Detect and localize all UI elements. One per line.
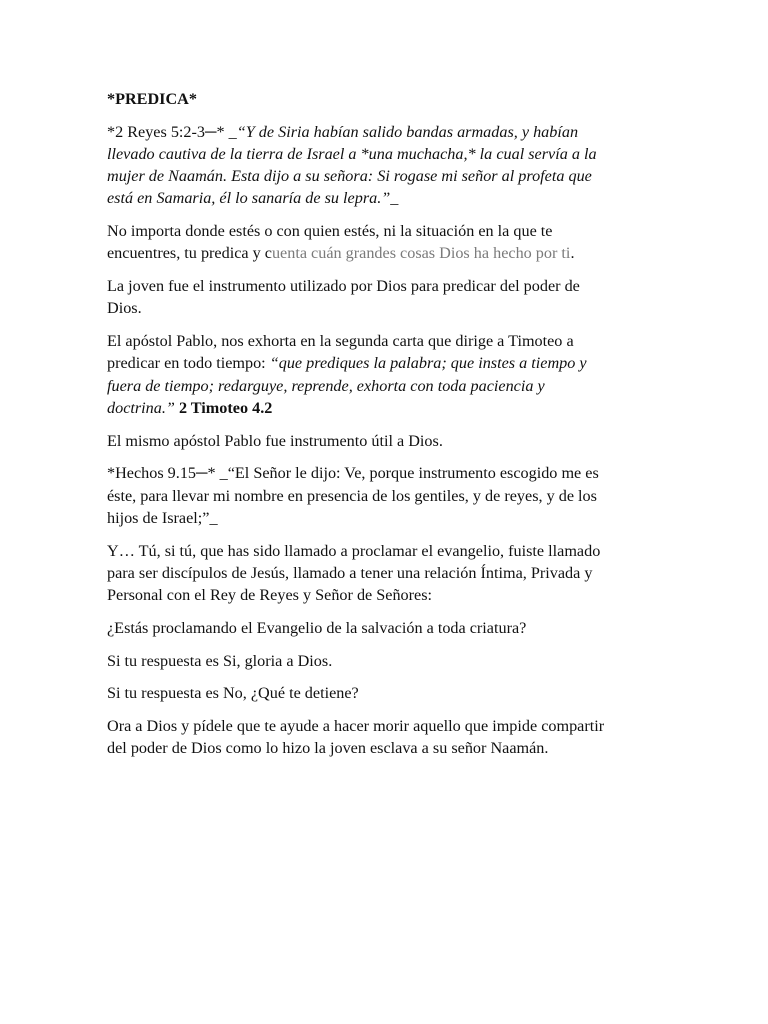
scripture-quote-line: llevado cautiva de la tierra de Israel a *una muchacha,* la cual servía a la [107,145,597,163]
scripture-reference: 2 Timoteo 4.2 [178,398,273,417]
line: éste, para llevar mi nombre en presencia de los gentiles, y de reyes, y de los [107,486,597,505]
scripture-quote: “Y de Siria habían salido bandas armadas, y habían [236,122,579,141]
scripture-reference: *2 Reyes 5:2-3─* _ [107,122,237,141]
scripture-quote-line: doctrina.” [107,398,175,417]
paragraph-apostol-pablo [107,330,652,419]
scripture-quote: “que prediques la palabra; que instes a tiempo y [269,354,587,373]
paragraph-question: ¿Estás proclamando el Evangelio de la salvación a toda criatura? [107,618,527,637]
document-title: *PREDICA* [107,90,197,108]
highlighted-text: uenta cuán grandes cosas Dios ha hecho por ti [271,244,571,263]
line: La joven fue el instrumento utilizado por Dios para predicar del poder de [107,277,580,296]
paragraph-la-joven [107,275,652,319]
paragraph-answer-yes: Si tu respuesta es Si, gloria a Dios. [107,651,333,670]
line: Y… Tú, si tú, que has sido llamado a proclamar el evangelio, fuiste llamado [107,541,601,560]
line: Ora a Dios y pídele que te ayude a hacer morir aquello que impide compartir [107,717,605,736]
line [107,187,652,209]
line: Personal con el Rey de Reyes y Señor de Señores: [107,586,433,605]
line [107,121,652,143]
document-page [107,88,652,770]
text: predicar en todo tiempo: [107,354,270,373]
line: del poder de Dios como lo hizo la joven esclava a su señor Naamán. [107,739,549,758]
line [107,352,652,374]
line: *Hechos 9.15─* _“El Señor le dijo: Ve, porque instrumento escogido me es [107,464,599,483]
line: No importa donde estés o con quien estés, ni la situación en la que te [107,222,553,241]
text: . [570,244,575,263]
line: para ser discípulos de Jesús, llamado a tener una relación Íntima, Privada y [107,563,593,582]
scripture-quote-line: mujer de Naamán. Esta dijo a su señora: Si rogase mi señor al profeta que [107,167,592,186]
paragraph-answer-no: Si tu respuesta es No, ¿Qué te detiene? [107,684,359,703]
line: hijos de Israel;”_ [107,508,218,527]
scripture-quote-line: está en Samaria, él lo sanaría de su lepra.” [107,189,391,208]
underscore: _ [390,189,399,208]
paragraph-hechos [107,462,652,529]
line: Dios. [107,299,142,318]
line [107,242,652,264]
line [107,397,652,419]
paragraph-mismo-apostol: El mismo apóstol Pablo fue instrumento útil a Dios. [107,431,443,450]
text: encuentres, tu predica y c [107,244,272,263]
scripture-quote-line: fuera de tiempo; redarguye, reprende, exhorta con toda paciencia y [107,376,545,395]
paragraph-ora-a-dios [107,715,652,759]
paragraph-no-importa [107,220,652,264]
paragraph-2-reyes [107,121,652,210]
paragraph-y-tu [107,540,652,607]
line: El apóstol Pablo, nos exhorta en la segunda carta que dirige a Timoteo a [107,332,574,351]
